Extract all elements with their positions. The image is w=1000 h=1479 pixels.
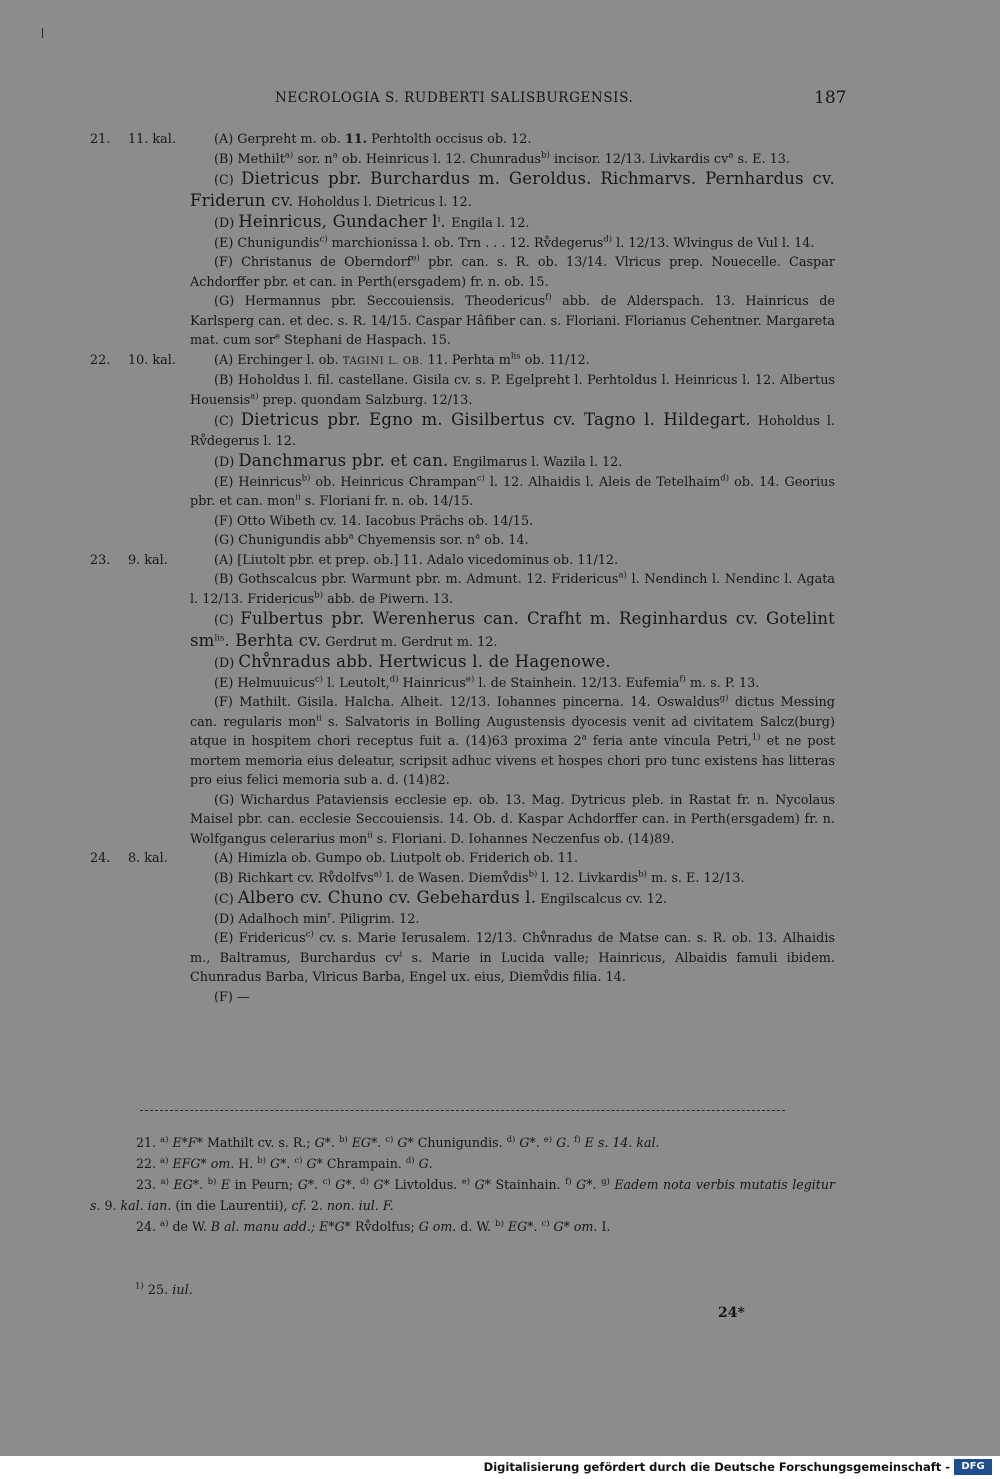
entry-section: (B) Methilt$^{a)}$ sor. $n^a$ ob. Heinricus l. 12. Chunradus$^{b)}$ incisor. 12/13. Livkardis $cv^a$ s. E. 13. xyxy=(214,150,790,167)
entry-section: (E) Helmuuicus$^{c)}$ l. Leutolt,$^{d)}$ Hainricus$^{e)}$ l. de Stainhein. 12/13. Eufemia$^{f)}$ m. s. P. 13. xyxy=(214,674,760,691)
day-entry xyxy=(0,551,1000,850)
entry-section: (D) Heinricus, Gundacher $l^i$. Engila l. 12. xyxy=(214,212,530,231)
day-label: 21. 11. kal. xyxy=(90,132,176,147)
page-header xyxy=(0,90,1000,112)
entry-section: (E) Fridericus$^{c)}$ cv. s. Marie Ierusalem. 12/13. Chv̊nradus de Matse can. s. R. ob. 13. Alhaidis m., Baltramus, Burchardus $cv^i$ s. Marie in Lucida valle; Hainricus, Albaidis famuli ibidem. Chunradus Barba, Vlricus Barba, Engel ux. eius, Diemv̊dis filia. 14. xyxy=(190,929,835,985)
entry-section: (D) Adalhoch $\min^r$. Piligrim. 12. xyxy=(214,910,420,927)
day-label: 24. 8. kal. xyxy=(90,851,168,866)
entry-section: (C) Dietricus pbr. Burchardus m. Geroldus. Richmarvs. Pernhardus cv. Friderun cv. Hoholdus l. Dietricus l. 12. xyxy=(190,169,835,210)
day-entry xyxy=(0,130,1000,351)
day-entry xyxy=(0,351,1000,551)
entry-section: (A) Himizla ob. Gumpo ob. Liutpolt ob. Friderich ob. 11. xyxy=(214,851,579,866)
entry-section: (G) Wichardus Pataviensis ecclesie ep. ob. 13. Mag. Dytricus pleb. in Rastat fr. n. Nycolaus Maisel pbr. can. ecclesie Seccouiensis. 14. Ob. d. Kaspar Achdorffer can. in Perth(ersgadem) fr. n. Wolfgangus celerarius mon$^{ii}$ s. Floriani. D. Iohannes Neczenfus ob. (14)89. xyxy=(190,792,835,847)
entry-section: (C) Dietricus pbr. Egno m. Gisilbertus cv. Tagno l. Hildegart. Hoholdus l. Rv̊degerus l. 12. xyxy=(190,410,835,449)
entry-section: (F) Mathilt. Gisila. Halcha. Alheit. 12/13. Iohannes pincerna. 14. Oswaldus$^{g)}$ dictus Messing can. regularis mon$^{ii}$ s. Salvatoris in Bolling Augustensis dyocesis venit ad civitatem Salcz(burg) atque in hospitem chori receptus fuit a. (14)63 proxima 2$^a$ feria ante vincula Petri,$^{1)}$ et ne post mortem memoria eius deleatur, scripsit adhuc vivens et hospes chori pro tunc existens has litteras pro eius felici memoria sub a. d. (14)82. xyxy=(190,693,836,788)
entry-section: (E) Chunigundis$^{c)}$ marchionissa l. ob. Trn . . . 12. Rv̊degerus$^{d)}$ l. 12/13. Wlvingus de Vul l. 14. xyxy=(214,234,815,251)
apparatus-note: 24. $^{a)}$ de W. B al. manu add.; E*G* Rv̊dolfus; G om. d. W. $^{b)}$ EG*. $^{c)}$ G* om. I. xyxy=(136,1218,611,1234)
necrology-entries xyxy=(0,130,1000,1007)
separator-rule xyxy=(140,1110,785,1112)
critical-apparatus xyxy=(90,1132,835,1237)
entry-section: (B) Hoholdus l. fil. castellane. Gisila cv. s. P. Egelpreht l. Perhtoldus l. Heinricus l. 12. Albertus Houensis$^{a)}$ prep. quondam Salzburg. 12/13. xyxy=(190,373,835,408)
entry-section: (D) Danchmarus pbr. et can. Engilmarus l. Wazila l. 12. xyxy=(214,451,623,470)
day-label: 22. 10. kal. xyxy=(90,352,176,368)
entry-section: (F) Christanus de Oberndorf$^{e)}$ pbr. can. s. R. ob. 13/14. Vlricus prep. Nouecelle. Caspar Achdorffer pbr. et can. in Perth(ersgadem) fr. n. ob. 15. xyxy=(190,253,835,290)
footnote: $^{1)}$ 25. iul. xyxy=(135,1281,193,1298)
entry-section: (A) Gerpreht m. ob. 11. Perhtolth occisus ob. 12. xyxy=(214,132,532,147)
apparatus-note: 23. $^{a)}$ EG*. $^{b)}$ E in Peurn; G*. $^{c)}$ G*. $^{d)}$ G* Livtoldus. $^{e)}$ G* Stainhain. $^{f)}$ G*. $^{g)}$ Eadem nota verbis mutatis legitur s. 9. kal. ian. (in die Laurentii), cf. 2. non. iul. F. xyxy=(90,1176,835,1213)
entry-section: (E) Heinricus$^{b)}$ ob. Heinricus Chrampan$^{c)}$ l. 12. Alhaidis l. Aleis de Tetelhaim$^{d)}$ ob. 14. Georius pbr. et can. mon$^{ii}$ s. Floriani fr. n. ob. 14/15. xyxy=(190,473,835,509)
page-number: 187 xyxy=(814,88,847,108)
entry-section: (G) Chunigundis abb$^a$ Chyemensis sor. $n^a$ ob. 14. xyxy=(214,531,529,548)
signature-mark: 24* xyxy=(718,1305,745,1321)
running-head: NECROLOGIA S. RUDBERTI SALISBURGENSIS. xyxy=(275,90,634,106)
entry-section: (C) Albero cv. Chuno cv. Gebehardus l. Engilscalcus cv. 12. xyxy=(214,888,668,907)
day-entry xyxy=(0,849,1000,1007)
scan-mark xyxy=(42,28,43,38)
footer-credit: Digitalisierung gefördert durch die Deutsche Forschungsgemeinschaft - xyxy=(483,1460,950,1474)
entry-section: (D) Chv̊nradus abb. Hertwicus l. de Hagenowe. xyxy=(214,652,611,671)
dfg-logo-icon: DFG xyxy=(954,1459,992,1475)
entry-section: (G) Hermannus pbr. Seccouiensis. Theodericus$^{f)}$ abb. de Alderspach. 13. Hainricus de Karlsperg can. et dec. s. R. 14/15. Caspar Hâfiber can. s. Floriani. Florianus Cehentner. Margareta mat. cum sor$^e$ Stephani de Haspach. 15. xyxy=(190,292,835,348)
apparatus-note: 21. $^{a)}$ E*F* Mathilt cv. s. R.; G*. $^{b)}$ EG*. $^{c)}$ G* Chunigundis. $^{d)}$ G*. $^{e)}$ G. $^{f)}$ E s. 14. kal. xyxy=(136,1134,660,1150)
apparatus-note: 22. $^{a)}$ EFG* om. H. $^{b)}$ G*. $^{c)}$ G* Chrampain. $^{d)}$ G. xyxy=(136,1155,433,1171)
entry-section: (B) Richkart cv. Rv̊dolfvs$^{a)}$ l. de Wasen. Diemv̊dis$^{b)}$ l. 12. Livkardis$^{b)}$ m. s. E. 12/13. xyxy=(214,869,745,886)
footer-bar xyxy=(0,1456,1000,1479)
entry-section: (A) Erchinger l. ob. TAGINI L. OB. 11. Perhta $m^{lis}$ ob. 11/12. xyxy=(214,351,590,368)
entry-section: (B) Gothscalcus pbr. Warmunt pbr. m. Admunt. 12. Fridericus$^{a)}$ l. Nendinch l. Nendinc l. Agata l. 12/13. Fridericus$^{b)}$ abb. de Piwern. 13. xyxy=(190,570,835,607)
entry-section: (F) — xyxy=(214,989,250,1005)
day-label: 23. 9. kal. xyxy=(90,552,168,568)
entry-section: (A) [Liutolt pbr. et prep. ob.] 11. Adalo vicedominus ob. 11/12. xyxy=(214,552,619,568)
entry-section: (C) Fulbertus pbr. Werenherus can. Crafht m. Reginhardus cv. Gotelint $sm^{lis}$. Berhta cv. Gerdrut m. Gerdrut m. 12. xyxy=(190,609,835,650)
entry-section: (F) Otto Wibeth cv. 14. Iacobus Prächs ob. 14/15. xyxy=(214,513,534,529)
